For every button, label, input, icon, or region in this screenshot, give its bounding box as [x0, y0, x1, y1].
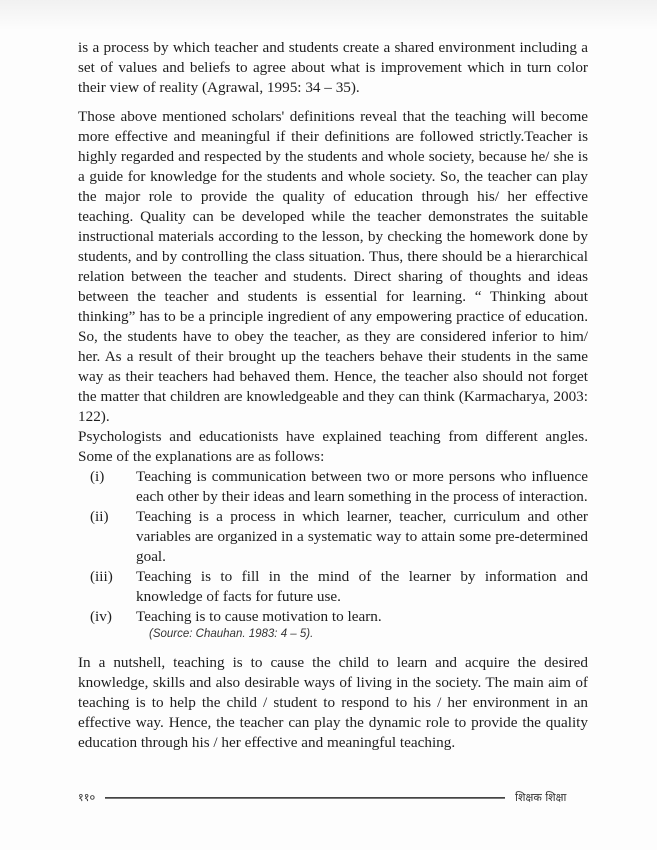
- list-item-text: Teaching is to fill in the mind of the learner by information and knowledge of facts for future use.: [136, 568, 588, 605]
- list-item: [78, 507, 588, 567]
- list-item-text: Teaching is a process in which learner, teacher, curriculum and other variables are organized in a systematic way to attain some pre-determined goal.: [136, 508, 588, 565]
- page-body: [78, 38, 588, 753]
- paragraph-scholars-definitions: Those above mentioned scholars' definitions reveal that the teaching will become more effective and meaningful if their definitions are followed strictly.Teacher is highly regarded and respected by the students and whole society, because he/ she is a guide for knowledge for the students and whole society. So, the teacher can play the major role to provide the quality of education through his/ her effective teaching. Quality can be developed while the teacher demonstrates the suitable instructional materials according to the lesson, by checking the homework done by students, and by controlling the class situation. Thus, there should be a hierarchical relation between the teacher and students. Direct sharing of thoughts and ideas between the teacher and students is essential for learning. “ Thinking about thinking” has to be a principle ingredient of any empowering practice of education. So, the students have to obey the teacher, as they are considered inferior to him/ her. As a result of their brought up the teachers behave their students in the same way as their teachers had behaved them. Hence, the teacher also should not forget the matter that children are knowledgeable and they can think (Karmacharya, 2003: 122).: [78, 108, 588, 425]
- explanations-list: [78, 467, 588, 627]
- paragraph-explanations-intro: Psychologists and educationists have explained teaching from different angles. Some of the explanations are as follows:: [78, 428, 588, 465]
- list-item-number: (iii): [90, 568, 113, 585]
- source-citation: (Source: Chauhan. 1983: 4 – 5).: [149, 628, 314, 640]
- paragraph-conclusion: In a nutshell, teaching is to cause the child to learn and acquire the desired knowledge, skills and also desirable ways of living in the society. The main aim of teaching is to help the child / student to respond to his / her environment in an effective way. Hence, the teacher can play the dynamic role to provide the quality education through his / her effective and meaningful teaching.: [78, 654, 588, 751]
- scan-shadow: [0, 0, 657, 30]
- list-item-number: (iv): [90, 608, 112, 625]
- journal-title: शिक्षक शिक्षा: [515, 791, 567, 804]
- list-item-text: Teaching is to cause motivation to learn.: [136, 608, 382, 625]
- paragraph-continuation: is a process by which teacher and students create a shared environment including a set of values and beliefs to agree about what is improvement which in turn color their view of reality (Agrawal, 1995: 34 – 35).: [78, 39, 588, 96]
- page-footer: [78, 790, 588, 805]
- list-item-number: (i): [90, 468, 105, 485]
- list-item: [78, 607, 588, 627]
- list-item-text: Teaching is communication between two or more persons who influence each other by their ideas and learn something in the process of interaction.: [136, 468, 588, 505]
- list-item: [78, 467, 588, 507]
- page-number: ११०: [78, 791, 96, 804]
- list-item: [78, 567, 588, 607]
- footer-rule: [105, 797, 505, 799]
- list-item-number: (ii): [90, 508, 109, 525]
